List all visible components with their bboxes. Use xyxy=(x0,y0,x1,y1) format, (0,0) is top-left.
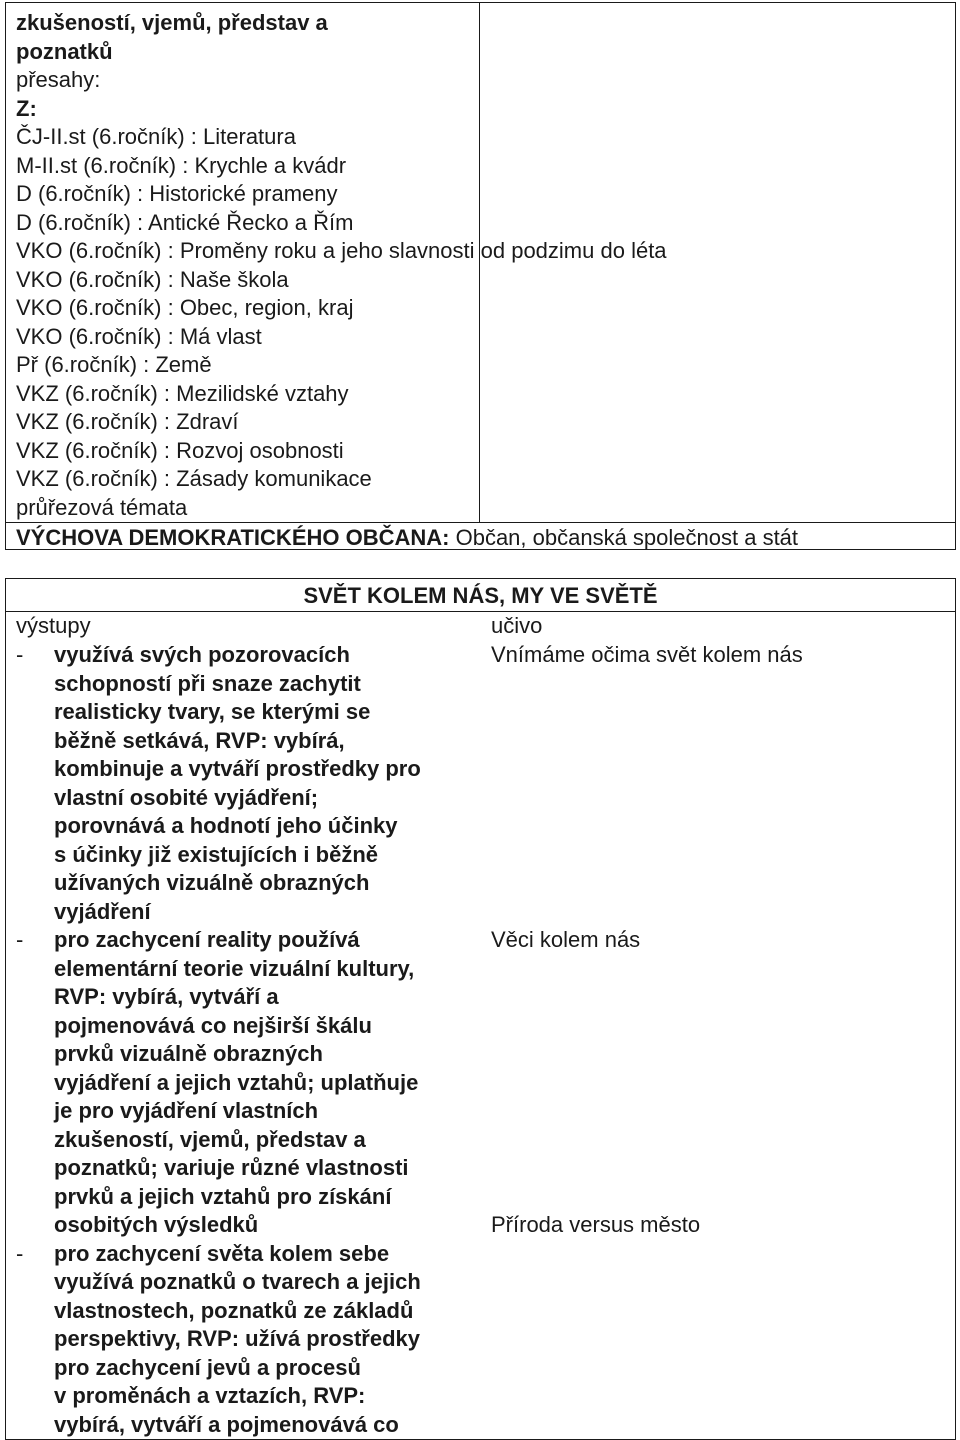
overlap-table xyxy=(5,2,956,550)
output-line: osobitých výsledků xyxy=(54,1212,259,1237)
output-line: RVP: vybírá, vytváří a xyxy=(54,984,279,1009)
bullet-dash: - xyxy=(16,1240,24,1266)
output-line: s účinky již existujících i běžně xyxy=(54,841,379,867)
continued-heading-line: zkušeností, vjemů, představ a xyxy=(16,10,328,35)
continued-heading-line: poznatků xyxy=(16,38,113,64)
output-line: v proměnách a vztazích, RVP: xyxy=(54,1383,366,1408)
curriculum-item: Věci kolem nás xyxy=(491,927,641,952)
row-divider xyxy=(6,522,955,523)
overlap-cell xyxy=(16,9,667,522)
output-line: běžně setkává, RVP: vybírá, xyxy=(54,727,345,753)
section-title: SVĚT KOLEM NÁS, MY VE SVĚTĚ xyxy=(303,583,658,608)
output-line: perspektivy, RVP: užívá prostředky xyxy=(54,1326,420,1351)
cross-topics-label: průřezová témata xyxy=(16,494,188,520)
outputs-header: výstupy xyxy=(16,613,91,638)
output-line: vlastnostech, poznatků ze základů xyxy=(54,1297,414,1323)
output-line: pojmenovává co nejširší škálu xyxy=(54,1012,372,1038)
output-item xyxy=(16,1240,486,1440)
overlap-item: M-II.st (6.ročník) : Krychle a kvádr xyxy=(16,152,347,178)
curriculum-item: Příroda versus město xyxy=(491,1212,701,1237)
from-label: Z: xyxy=(16,95,37,121)
overlaps-label: přesahy: xyxy=(16,67,101,92)
output-line: porovnává a hodnotí jeho účinky xyxy=(54,813,398,838)
output-line: elementární teorie vizuální kultury, xyxy=(54,955,415,981)
title-divider xyxy=(6,611,955,612)
curriculum-table xyxy=(5,578,956,1440)
output-line: vlastní osobité vyjádření; xyxy=(54,784,319,810)
overlap-item: D (6.ročník) : Antické Řecko a Řím xyxy=(16,209,354,235)
output-line: využívá poznatků o tvarech a jejich xyxy=(54,1269,421,1294)
overlap-item: VKO (6.ročník) : Obec, region, kraj xyxy=(16,295,354,320)
output-line: prvků a jejich vztahů pro získání xyxy=(54,1183,392,1209)
bullet-dash: - xyxy=(16,642,24,667)
output-line: využívá svých pozorovacích xyxy=(54,642,350,667)
output-item xyxy=(16,641,486,926)
output-line: poznatků; variuje různé vlastnosti xyxy=(54,1155,409,1180)
output-line: zkušeností, vjemů, představ a xyxy=(54,1126,366,1152)
output-line: pro zachycení jevů a procesů xyxy=(54,1354,361,1380)
outputs-column xyxy=(16,641,486,1439)
output-line: schopností při snaze zachytit xyxy=(54,670,361,696)
output-line: realisticky tvary, se kterými se xyxy=(54,699,371,724)
overlap-item: VKO (6.ročník) : Má vlast xyxy=(16,323,262,349)
output-line: kombinuje a vytváří prostředky pro xyxy=(54,756,421,781)
overlap-item: ČJ-II.st (6.ročník) : Literatura xyxy=(16,124,296,149)
overlap-item: VKZ (6.ročník) : Rozvoj osobnosti xyxy=(16,437,344,463)
output-item xyxy=(16,926,486,1240)
output-line: je pro vyjádření vlastních xyxy=(54,1098,319,1123)
output-line: vybírá, vytváří a pojmenovává co xyxy=(54,1411,399,1437)
overlap-item: D (6.ročník) : Historické prameny xyxy=(16,181,338,206)
output-line: užívaných vizuálně obrazných xyxy=(54,870,370,895)
overlap-item: VKZ (6.ročník) : Zásady komunikace xyxy=(16,466,372,491)
cross-topic-row xyxy=(16,524,798,552)
overlap-item: Př (6.ročník) : Země xyxy=(16,352,212,377)
cross-topic-name: VÝCHOVA DEMOKRATICKÉHO OBČANA: xyxy=(16,525,450,550)
output-line: prvků vizuálně obrazných xyxy=(54,1041,323,1066)
overlap-item: VKO (6.ročník) : Proměny roku a jeho slavnosti od podzimu do léta xyxy=(16,238,667,263)
output-line: pro zachycení světa kolem sebe xyxy=(54,1240,390,1266)
bullet-dash: - xyxy=(16,927,24,952)
overlap-item: VKZ (6.ročník) : Zdraví xyxy=(16,409,239,434)
output-line: vyjádření a jejich vztahů; uplatňuje xyxy=(54,1069,419,1095)
output-line: vyjádření xyxy=(54,898,151,924)
curriculum-header: učivo xyxy=(491,613,543,638)
output-line: pro zachycení reality používá xyxy=(54,927,360,952)
overlap-item: VKO (6.ročník) : Naše škola xyxy=(16,266,289,292)
curriculum-item: Vnímáme očima svět kolem nás xyxy=(491,642,803,667)
cross-topic-detail: Občan, občanská společnost a stát xyxy=(449,525,799,550)
overlap-item: VKZ (6.ročník) : Mezilidské vztahy xyxy=(16,380,349,406)
